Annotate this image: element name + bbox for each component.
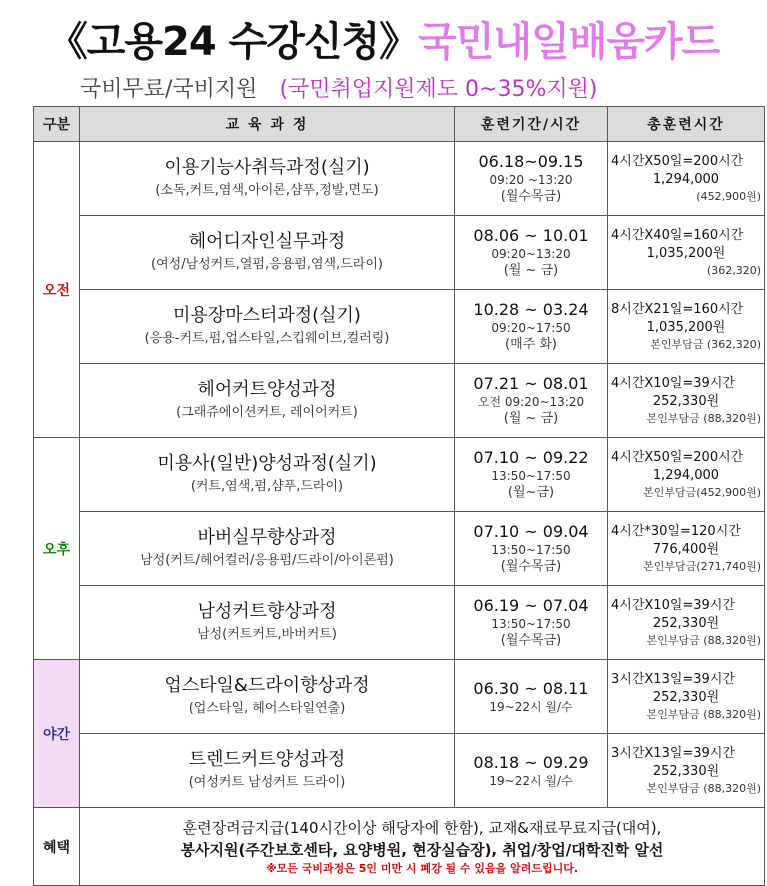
total-hours: 4시간X50일=200시간 (611, 450, 744, 465)
course-name: 미용사(일반)양성과정(실기) (157, 453, 377, 474)
course-cell (80, 660, 455, 734)
period-cell (455, 216, 608, 290)
total-hours: 3시간X13일=39시간 (611, 746, 735, 761)
total-cell (608, 216, 765, 290)
course-cell (80, 512, 455, 586)
course-cost: 252,330원 (652, 764, 720, 779)
course-cell (80, 586, 455, 660)
self-payment: 본인부담금 (88,320원) (646, 782, 761, 795)
period-cell (455, 660, 608, 734)
course-cost: 1,035,200원 (646, 320, 726, 335)
header-category: 구분 (34, 107, 80, 142)
benefits-row (34, 808, 765, 886)
course-description: (업스타일, 헤어스타일연출) (188, 701, 346, 716)
total-box (611, 227, 761, 278)
training-period: 10.28 ~ 03.24 (473, 300, 589, 319)
course-cost: 252,330원 (652, 616, 720, 631)
course-cell (80, 734, 455, 808)
total-hours: 4시간*30일=120시간 (611, 524, 741, 539)
table-row (34, 660, 765, 734)
total-box (611, 745, 761, 796)
total-box (611, 375, 761, 426)
total-cell (608, 512, 765, 586)
table-row (34, 734, 765, 808)
course-name: 남성커트향상과정 (197, 601, 337, 622)
total-box (611, 449, 761, 500)
total-box (611, 597, 761, 648)
total-hours: 4시간X10일=39시간 (611, 376, 735, 391)
training-hours: 19~22시 월/수 (489, 773, 573, 788)
training-days: (월~금) (507, 485, 555, 500)
training-days: (월수목금) (500, 633, 562, 648)
section-evening-label: 야간 (34, 660, 80, 808)
benefits-cell (80, 808, 765, 886)
benefits-label: 혜택 (34, 808, 80, 886)
course-description: (커트,염색,펌,샴푸,드라이) (190, 479, 344, 494)
course-cost: 1,294,000 (652, 468, 720, 483)
training-days: (월 ~ 금) (503, 411, 559, 426)
training-hours: 09:20~17:50 (491, 321, 571, 335)
course-cost: 1,294,000 (652, 172, 720, 187)
page-title (0, 10, 767, 67)
period-cell (455, 364, 608, 438)
total-cell (608, 734, 765, 808)
course-cell (80, 438, 455, 512)
training-days: (월 ~ 금) (503, 263, 559, 278)
course-description: (여성/남성커트,열펌,응용펌,염색,드라이) (151, 257, 383, 272)
training-days: (매주 화) (505, 337, 557, 352)
total-box (611, 671, 761, 722)
course-description: (응용-커트,펌,업스타일,스킵웨이브,컬러링) (144, 331, 390, 346)
course-cost: 252,330원 (652, 394, 720, 409)
training-hours: 오전 09:20~13:20 (477, 395, 585, 409)
table-row (34, 216, 765, 290)
self-payment: 본인부담금 (88,320원) (646, 634, 761, 647)
table-row (34, 364, 765, 438)
course-table (33, 106, 765, 886)
training-period: 07.10 ~ 09.22 (473, 448, 589, 467)
self-payment: 본인부담금(452,900원) (643, 486, 761, 499)
course-name: 이용기능사취득과정(실기) (164, 157, 370, 178)
period-cell (455, 586, 608, 660)
total-box (611, 301, 761, 352)
training-hours: 09:20 ~13:20 (489, 173, 573, 187)
total-cell (608, 142, 765, 216)
training-period: 08.18 ~ 09.29 (473, 752, 589, 772)
course-description: 남성(커트커트,바버커트) (197, 627, 337, 642)
course-cost: 1,035,200원 (646, 246, 726, 261)
self-payment: (452,900원) (696, 190, 761, 203)
header-course: 교 육 과 정 (80, 107, 455, 142)
total-hours: 3시간X13일=39시간 (611, 672, 735, 687)
total-hours: 8시간X21일=160시간 (611, 302, 744, 317)
header-period: 훈련기간/시간 (455, 107, 608, 142)
closure-notice: ※모든 국비과정은 5인 미만 시 폐강 될 수 있음을 알려드립니다. (265, 861, 578, 875)
course-description: (소독,커트,염색,아이론,샴푸,정발,면도) (155, 183, 379, 198)
title-main: 《고용24 수강신청》 (47, 19, 419, 65)
training-days: (월수목금) (500, 189, 562, 204)
table-row (34, 290, 765, 364)
course-cell (80, 364, 455, 438)
total-box (611, 523, 761, 574)
table-row (34, 586, 765, 660)
total-cell (608, 660, 765, 734)
total-cell (608, 290, 765, 364)
period-cell (455, 438, 608, 512)
course-cost: 252,330원 (652, 690, 720, 705)
course-description: (그래쥬에이션커트, 레이어커트) (176, 405, 358, 420)
course-cost: 776,400원 (652, 542, 720, 557)
self-payment: 본인부담금 (362,320) (650, 338, 761, 351)
course-cell (80, 142, 455, 216)
benefits-line-2: 봉사지원(주간보호센타, 요양병원, 현장실습장), 취업/창업/대학진학 알선 (180, 840, 664, 859)
training-hours: 13:50~17:50 (491, 617, 571, 631)
course-name: 트렌드커트양성과정 (188, 749, 346, 770)
section-afternoon-label: 오후 (34, 438, 80, 660)
training-hours: 09:20~13:20 (491, 247, 571, 261)
course-name: 바버실무향상과정 (197, 527, 337, 548)
training-period: 06.30 ~ 08.11 (473, 678, 589, 698)
self-payment: (362,320) (706, 264, 761, 277)
benefits-line-1: 훈련장려금지급(140시간이상 해당자에 한함), 교재&재료무료지급(대여), (182, 818, 662, 837)
total-cell (608, 364, 765, 438)
total-hours: 4시간X50일=200시간 (611, 154, 744, 169)
course-cell (80, 290, 455, 364)
total-cell (608, 438, 765, 512)
course-description: (여성커트 남성커트 드라이) (188, 775, 346, 790)
training-days: (월수목금) (500, 559, 562, 574)
self-payment: 본인부담금 (88,320원) (646, 412, 761, 425)
course-name: 업스타일&드라이향상과정 (164, 675, 370, 696)
subtitle-right: (국민취업지원제도 0~35%지원) (279, 77, 598, 102)
course-description: 남성(커트/헤어컬러/응용펌/드라이/아이론펌) (140, 553, 394, 568)
period-cell (455, 290, 608, 364)
total-cell (608, 586, 765, 660)
table-row (34, 438, 765, 512)
training-period: 06.18~09.15 (478, 152, 584, 171)
subtitle-left: 국비무료/국비지원 (80, 77, 258, 102)
subtitle (80, 72, 597, 103)
training-period: 08.06 ~ 10.01 (473, 226, 589, 245)
self-payment: 본인부담금(271,740원) (643, 560, 761, 573)
course-cell (80, 216, 455, 290)
course-name: 헤어디자인실무과정 (188, 231, 346, 252)
course-name: 헤어커트양성과정 (197, 379, 337, 400)
section-morning-label: 오전 (34, 142, 80, 438)
title-highlight: 국민내일배움카드 (418, 19, 720, 65)
total-hours: 4시간X10일=39시간 (611, 598, 735, 613)
training-hours: 19~22시 월/수 (489, 699, 573, 714)
table-header-row (34, 107, 765, 142)
training-hours: 13:50~17:50 (491, 469, 571, 483)
course-name: 미용장마스터과정(실기) (173, 305, 361, 326)
training-period: 06.19 ~ 07.04 (473, 596, 589, 615)
period-cell (455, 734, 608, 808)
training-period: 07.21 ~ 08.01 (473, 374, 589, 393)
total-box (611, 153, 761, 204)
header-total: 총훈련시간 (608, 107, 765, 142)
table-row (34, 512, 765, 586)
period-cell (455, 142, 608, 216)
training-period: 07.10 ~ 09.04 (473, 522, 589, 541)
self-payment: 본인부담금 (88,320원) (646, 708, 761, 721)
period-cell (455, 512, 608, 586)
total-hours: 4시간X40일=160시간 (611, 228, 744, 243)
table-row (34, 142, 765, 216)
training-hours: 13:50~17:50 (491, 543, 571, 557)
